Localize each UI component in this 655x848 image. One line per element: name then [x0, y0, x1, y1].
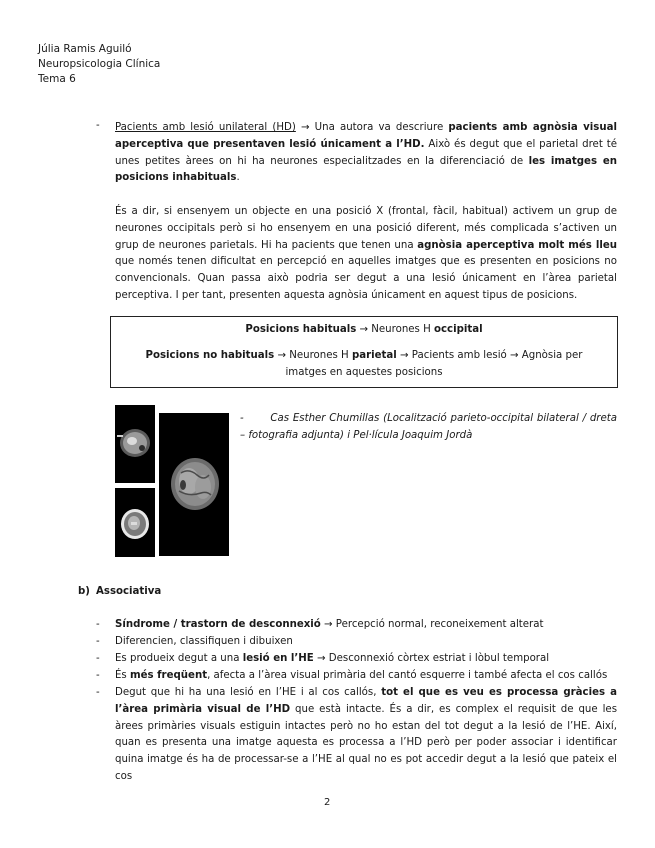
list-item	[96, 668, 617, 685]
bullet-dash: -	[96, 619, 100, 630]
bold-run: pacients amb agnòsia visual aperceptiva que presentaven lesió únicament a l’HD.	[115, 122, 617, 150]
section-letter: b)	[78, 586, 90, 597]
text-run: → Una autora va descriure	[295, 122, 449, 133]
text-run: .	[236, 172, 240, 184]
bullet-dash: -	[96, 636, 100, 647]
text-run: → Neurones H	[356, 324, 435, 335]
text-run: Diferencien, classifiquen i dibuixen	[115, 636, 293, 647]
bold-run: Posicions habituals	[245, 324, 357, 335]
brain-scan-image-2	[159, 413, 229, 556]
list-item	[96, 634, 617, 651]
bullet-dash: -	[96, 653, 100, 664]
paragraph-explanation	[115, 204, 617, 305]
bold-run: occipital	[434, 324, 483, 335]
summary-line-habitual	[111, 321, 617, 338]
bold-run: agnòsia aperceptiva molt més lleu	[417, 239, 617, 251]
caption-text: Cas Esther Chumillas (Localització parieto-occipital bilateral / dreta – fotografia adjunta) i Pel·lícula Joaquim Jordà	[240, 413, 617, 441]
list-item	[96, 685, 617, 786]
bold-run: parietal	[351, 350, 397, 361]
bullet-dash: -	[96, 670, 100, 681]
subject-name: Neuropsicologia Clínica	[38, 58, 161, 70]
list-item	[96, 651, 617, 668]
topic-name: Tema 6	[38, 73, 76, 85]
bullet-dash: -	[96, 687, 100, 698]
section-heading	[78, 586, 162, 597]
case-caption	[240, 410, 617, 444]
author-name: Júlia Ramis Aguiló	[38, 43, 132, 55]
text-run: que està intacte. És a dir, es complex el requisit de que les àrees primàries visuals estiguin intactes però no ho estan del tot degut a la lesió de l’HE. Així, quan es presenta una imatge aquesta es processa a l’HD però per poder associar i identificar quina imatge és ha de processar-se a l’HE al qual no es pot accedir degut a la lesió que pateix el cos	[115, 703, 617, 782]
text-run: Es produeix degut a una	[115, 653, 243, 664]
section-title: Associativa	[96, 586, 162, 597]
bold-run: lesió en l’HE	[242, 653, 314, 664]
caption-dash: -	[240, 413, 244, 424]
page-number: 2	[324, 797, 331, 808]
list-item	[96, 617, 617, 634]
brain-scan-image-3	[115, 488, 155, 557]
text-run: Degut que hi ha una lesió en l’HE i al cos callós,	[115, 687, 382, 698]
summary-line-non-habitual	[111, 347, 617, 381]
brain-scan-image-1	[115, 405, 155, 483]
bold-run: Posicions no habituals	[145, 350, 275, 361]
bold-run: més freqüent	[129, 670, 208, 681]
text-run: És a dir, si ensenyem un objecte en una posició X (frontal, fàcil, habitual) activem un grup de neurones occipitals però si ho ensenyem en una posició diferent, més complicada s’activen un grup de neurones parietals. Hi ha pacients que tenen una	[115, 206, 617, 251]
document-header	[38, 42, 160, 87]
text-run: → Desconnexió còrtex estriat i lòbul temporal	[313, 653, 550, 664]
subheading-unilateral: Pacients amb lesió unilateral (HD)	[115, 122, 296, 133]
text-run: És	[115, 670, 130, 681]
text-run: , afecta a l’àrea visual primària del cantó esquerre i també afecta el cos callós	[207, 670, 608, 681]
text-run: → Neurones H	[274, 350, 352, 361]
bold-run: Síndrome / trastorn de desconnexió	[115, 619, 321, 630]
summary-box	[110, 316, 618, 388]
text-run: que només tenen dificultat en percepció en aquelles imatges que es presenten en posicions no convencionals. Quan passa això podria ser degut a una lesió únicament en l’àrea parietal perceptiva. I per tant, presenten aquesta agnòsia únicament en aquest tipus de posicions.	[115, 256, 617, 301]
paragraph-unilateral-lesion	[115, 120, 617, 187]
bullet-dash: -	[96, 120, 100, 131]
text-run: Això és degut que el parietal dret té unes petites àrees on hi ha neurones especialitzades en la diferenciació de	[115, 138, 617, 167]
text-run: → Pacients amb lesió → Agnòsia per imatges en aquestes posicions	[285, 350, 583, 378]
bold-run: tot el que es veu es processa gràcies a l’àrea primària visual de l’HD	[115, 687, 617, 715]
bold-run: les imatges en posicions inhabituals	[115, 155, 617, 184]
text-run: → Percepció normal, reconeixement alterat	[320, 619, 544, 630]
